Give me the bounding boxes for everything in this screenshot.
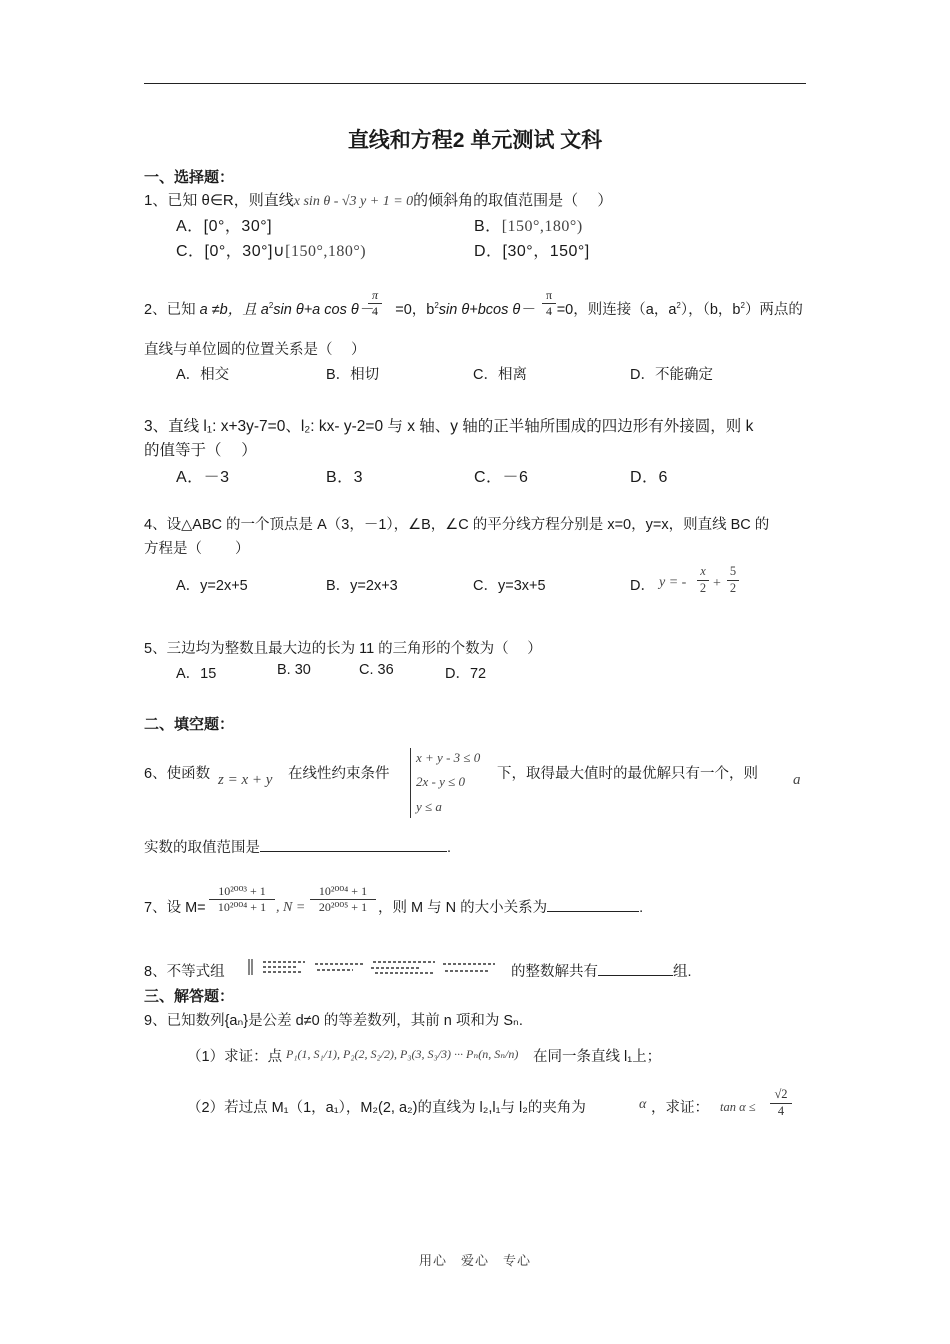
- q2-text-f: =0，则连接（a，a: [556, 302, 677, 318]
- q1-option-b-math: [150°,180°): [501, 218, 583, 235]
- header-rule: [144, 83, 806, 84]
- q1-option-d: D．[30°，150°]: [474, 243, 590, 260]
- q2-text-c: sin θ+a cos θ－: [273, 302, 374, 318]
- q6-end: .: [447, 840, 452, 856]
- q4-d-lhs: y = -: [659, 575, 687, 590]
- q7-m-denominator: 10²⁰⁰⁴ + 1: [217, 900, 267, 915]
- q3-option-b: B．3: [326, 469, 364, 486]
- question-4-line-1: 4、设△ABC 的一个顶点是 A（3，－1），∠B，∠C 的平分线方程分别是 x=0，y=x，则直线 BC 的: [144, 517, 770, 533]
- q9-tan-formula: tan α ≤: [720, 1100, 756, 1114]
- q5-option-d: D．72: [445, 666, 487, 682]
- q6-constraint-3: y ≤ a: [416, 799, 442, 814]
- q2-pi-b: π: [545, 288, 553, 302]
- q9-part1-suffix: 在同一条直线 l₁上；: [533, 1049, 662, 1065]
- q2-pi-a: π: [371, 288, 378, 302]
- q2-text-d: =0，b: [395, 302, 435, 318]
- q5-option-c: C. 36: [359, 662, 394, 678]
- question-3-line-1: 3、直线 l₁: x+3y-7=0、l₂: kx- y-2=0 与 x 轴、y 轴的正半轴所围成的四边形有外接圆，则 k: [144, 418, 754, 435]
- q5-option-a: A．15: [176, 666, 217, 682]
- q7-n-numerator: 10²⁰⁰⁴ + 1: [318, 884, 368, 898]
- q8-inequality-system-image: [245, 956, 507, 978]
- q2-text-h: ）两点的: [744, 302, 803, 318]
- q1-option-c: [176, 238, 366, 261]
- q6-suffix: 下，取得最大值时的最优解只有一个，则: [497, 766, 758, 782]
- q4-d-x: x: [700, 564, 706, 578]
- q7-fraction-n: [310, 885, 376, 914]
- q4-d-two-b: 2: [729, 580, 737, 595]
- q1-prefix: 1、已知 θ∈R，则直线: [144, 192, 294, 209]
- q4-d-frac-x: [697, 565, 709, 596]
- q4-d-two: 2: [699, 580, 707, 595]
- q9-part1-points: P₁(1, S₁/1), P₂(2, S₂/2), P₃(3, S₃/3) ··· Pₙ(n, Sₙ/n): [286, 1047, 519, 1061]
- q2-option-c: C．相离: [473, 367, 527, 383]
- q4-d-five: 5: [729, 564, 737, 578]
- q1-option-a: A．[0°，30°]: [176, 218, 273, 235]
- q6-mid: 在线性约束条件: [288, 766, 390, 782]
- q2-option-d: D．不能确定: [630, 367, 713, 383]
- q7-end: .: [639, 900, 644, 916]
- q2-option-b: B．相切: [326, 367, 380, 383]
- question-3-line-2: 的值等于（ ）: [144, 442, 257, 459]
- q9-line-1: 9、已知数列{aₙ}是公差 d≠0 的等差数列，其前 n 项和为 Sₙ.: [144, 1013, 523, 1029]
- q3-option-c: C．－6: [474, 469, 529, 486]
- document-title: 直线和方程2 单元测试 文科: [347, 129, 603, 152]
- q6-constraint-2: 2x - y ≤ 0: [416, 774, 466, 789]
- q1-suffix: 的倾斜角的取值范围是（ ）: [413, 192, 613, 209]
- q2-four-a: 4: [372, 304, 378, 319]
- q6-answer-blank[interactable]: [260, 851, 447, 852]
- q8-answer-blank[interactable]: [598, 975, 673, 976]
- q8-end: 组.: [673, 964, 692, 980]
- section-solve-heading: 三、解答题：: [144, 988, 235, 1005]
- q9-part2-mid: ，求证：: [651, 1100, 709, 1116]
- q2-text-g: ），（b，b: [680, 302, 741, 318]
- question-2-line-1: [144, 298, 803, 319]
- q2-square-1: 2: [268, 301, 274, 310]
- q2-square-3: 2: [676, 301, 681, 310]
- q9-part2-prefix: （2）若过点 M₁（1，a₁），M₂(2, a₂)的直线为 l₂,l₁与 l₂的夹角为: [187, 1100, 586, 1116]
- q6-line2-text: 实数的取值范围是: [144, 840, 260, 856]
- q6-line-2: [144, 836, 451, 857]
- q3-option-d: D．6: [630, 469, 668, 486]
- q8-suffix-line: [511, 960, 692, 981]
- q9-alpha: α: [639, 1097, 647, 1112]
- q4-option-b: B．y=2x+3: [326, 578, 398, 594]
- q1-formula: x sin θ - √3 y + 1 = 0: [293, 194, 414, 209]
- page-footer: 用心 爱心 专心: [418, 1253, 531, 1268]
- q1-option-b: [474, 213, 583, 236]
- question-4-line-2: 方程是（ ）: [144, 541, 250, 557]
- q4-d-plus: +: [713, 576, 721, 591]
- q6-constraint-brace: [410, 748, 411, 818]
- section-choice-heading: 一、选择题：: [144, 169, 235, 186]
- question-1: [144, 189, 612, 210]
- q2-text-e: sin θ+bcos θ－: [438, 302, 535, 318]
- q4-option-c: C．y=3x+5: [473, 578, 546, 594]
- q7-fraction-m: [209, 885, 275, 914]
- q7-answer-blank[interactable]: [547, 911, 639, 912]
- question-5: 5、三边均为整数且最大边的长为 11 的三角形的个数为（ ）: [144, 641, 542, 657]
- q1-option-c-label: C．[0°，30°]∪: [176, 243, 286, 260]
- q7-n-lhs: , N =: [276, 900, 306, 915]
- q9-four: 4: [777, 1103, 785, 1118]
- question-2-line-2: 直线与单位圆的位置关系是（ ）: [144, 342, 366, 358]
- q2-pi-over-4-a: [368, 289, 382, 318]
- q8-prefix: 8、不等式组: [144, 964, 225, 980]
- q7-n-denominator: 20²⁰⁰⁵ + 1: [318, 900, 368, 915]
- q2-pi-over-4-b: [542, 289, 556, 318]
- q6-constraint-1: x + y - 3 ≤ 0: [416, 750, 481, 765]
- q9-sqrt2-over-4: [770, 1088, 792, 1119]
- q4-option-a: A．y=2x+5: [176, 578, 248, 594]
- q2-text-b: a ≠b，且 a: [199, 302, 269, 318]
- q2-option-a: A．相交: [176, 367, 230, 383]
- q6-var-a: a: [793, 772, 801, 788]
- q4-option-d: D．: [630, 578, 655, 594]
- q9-part1-prefix: （1）求证：点: [187, 1049, 283, 1065]
- q7-suffix: ，则 M 与 N 的大小关系为: [378, 900, 548, 916]
- q5-option-b: B. 30: [277, 662, 311, 678]
- q6-function: z = x + y: [218, 772, 273, 788]
- q2-square-2: 2: [434, 301, 439, 310]
- q2-four-b: 4: [546, 304, 552, 319]
- q7-m-numerator: 10²⁰⁰³ + 1: [218, 884, 266, 898]
- q2-square-4: 2: [740, 301, 745, 310]
- q2-text-a: 2、已知: [144, 302, 196, 318]
- q1-option-b-label: B．: [474, 218, 502, 235]
- q7-suffix-line: [378, 896, 643, 917]
- q7-prefix: 7、设 M=: [144, 900, 206, 916]
- q6-prefix: 6、使函数: [144, 766, 211, 782]
- q9-sqrt2: √2: [774, 1087, 788, 1101]
- q1-option-c-math: [150°,180°): [285, 243, 367, 260]
- q4-d-frac-5: [727, 565, 739, 596]
- q3-option-a: A．－3: [176, 469, 230, 486]
- section-fill-heading: 二、填空题：: [144, 716, 235, 733]
- q8-suffix: 的整数解共有: [511, 964, 598, 980]
